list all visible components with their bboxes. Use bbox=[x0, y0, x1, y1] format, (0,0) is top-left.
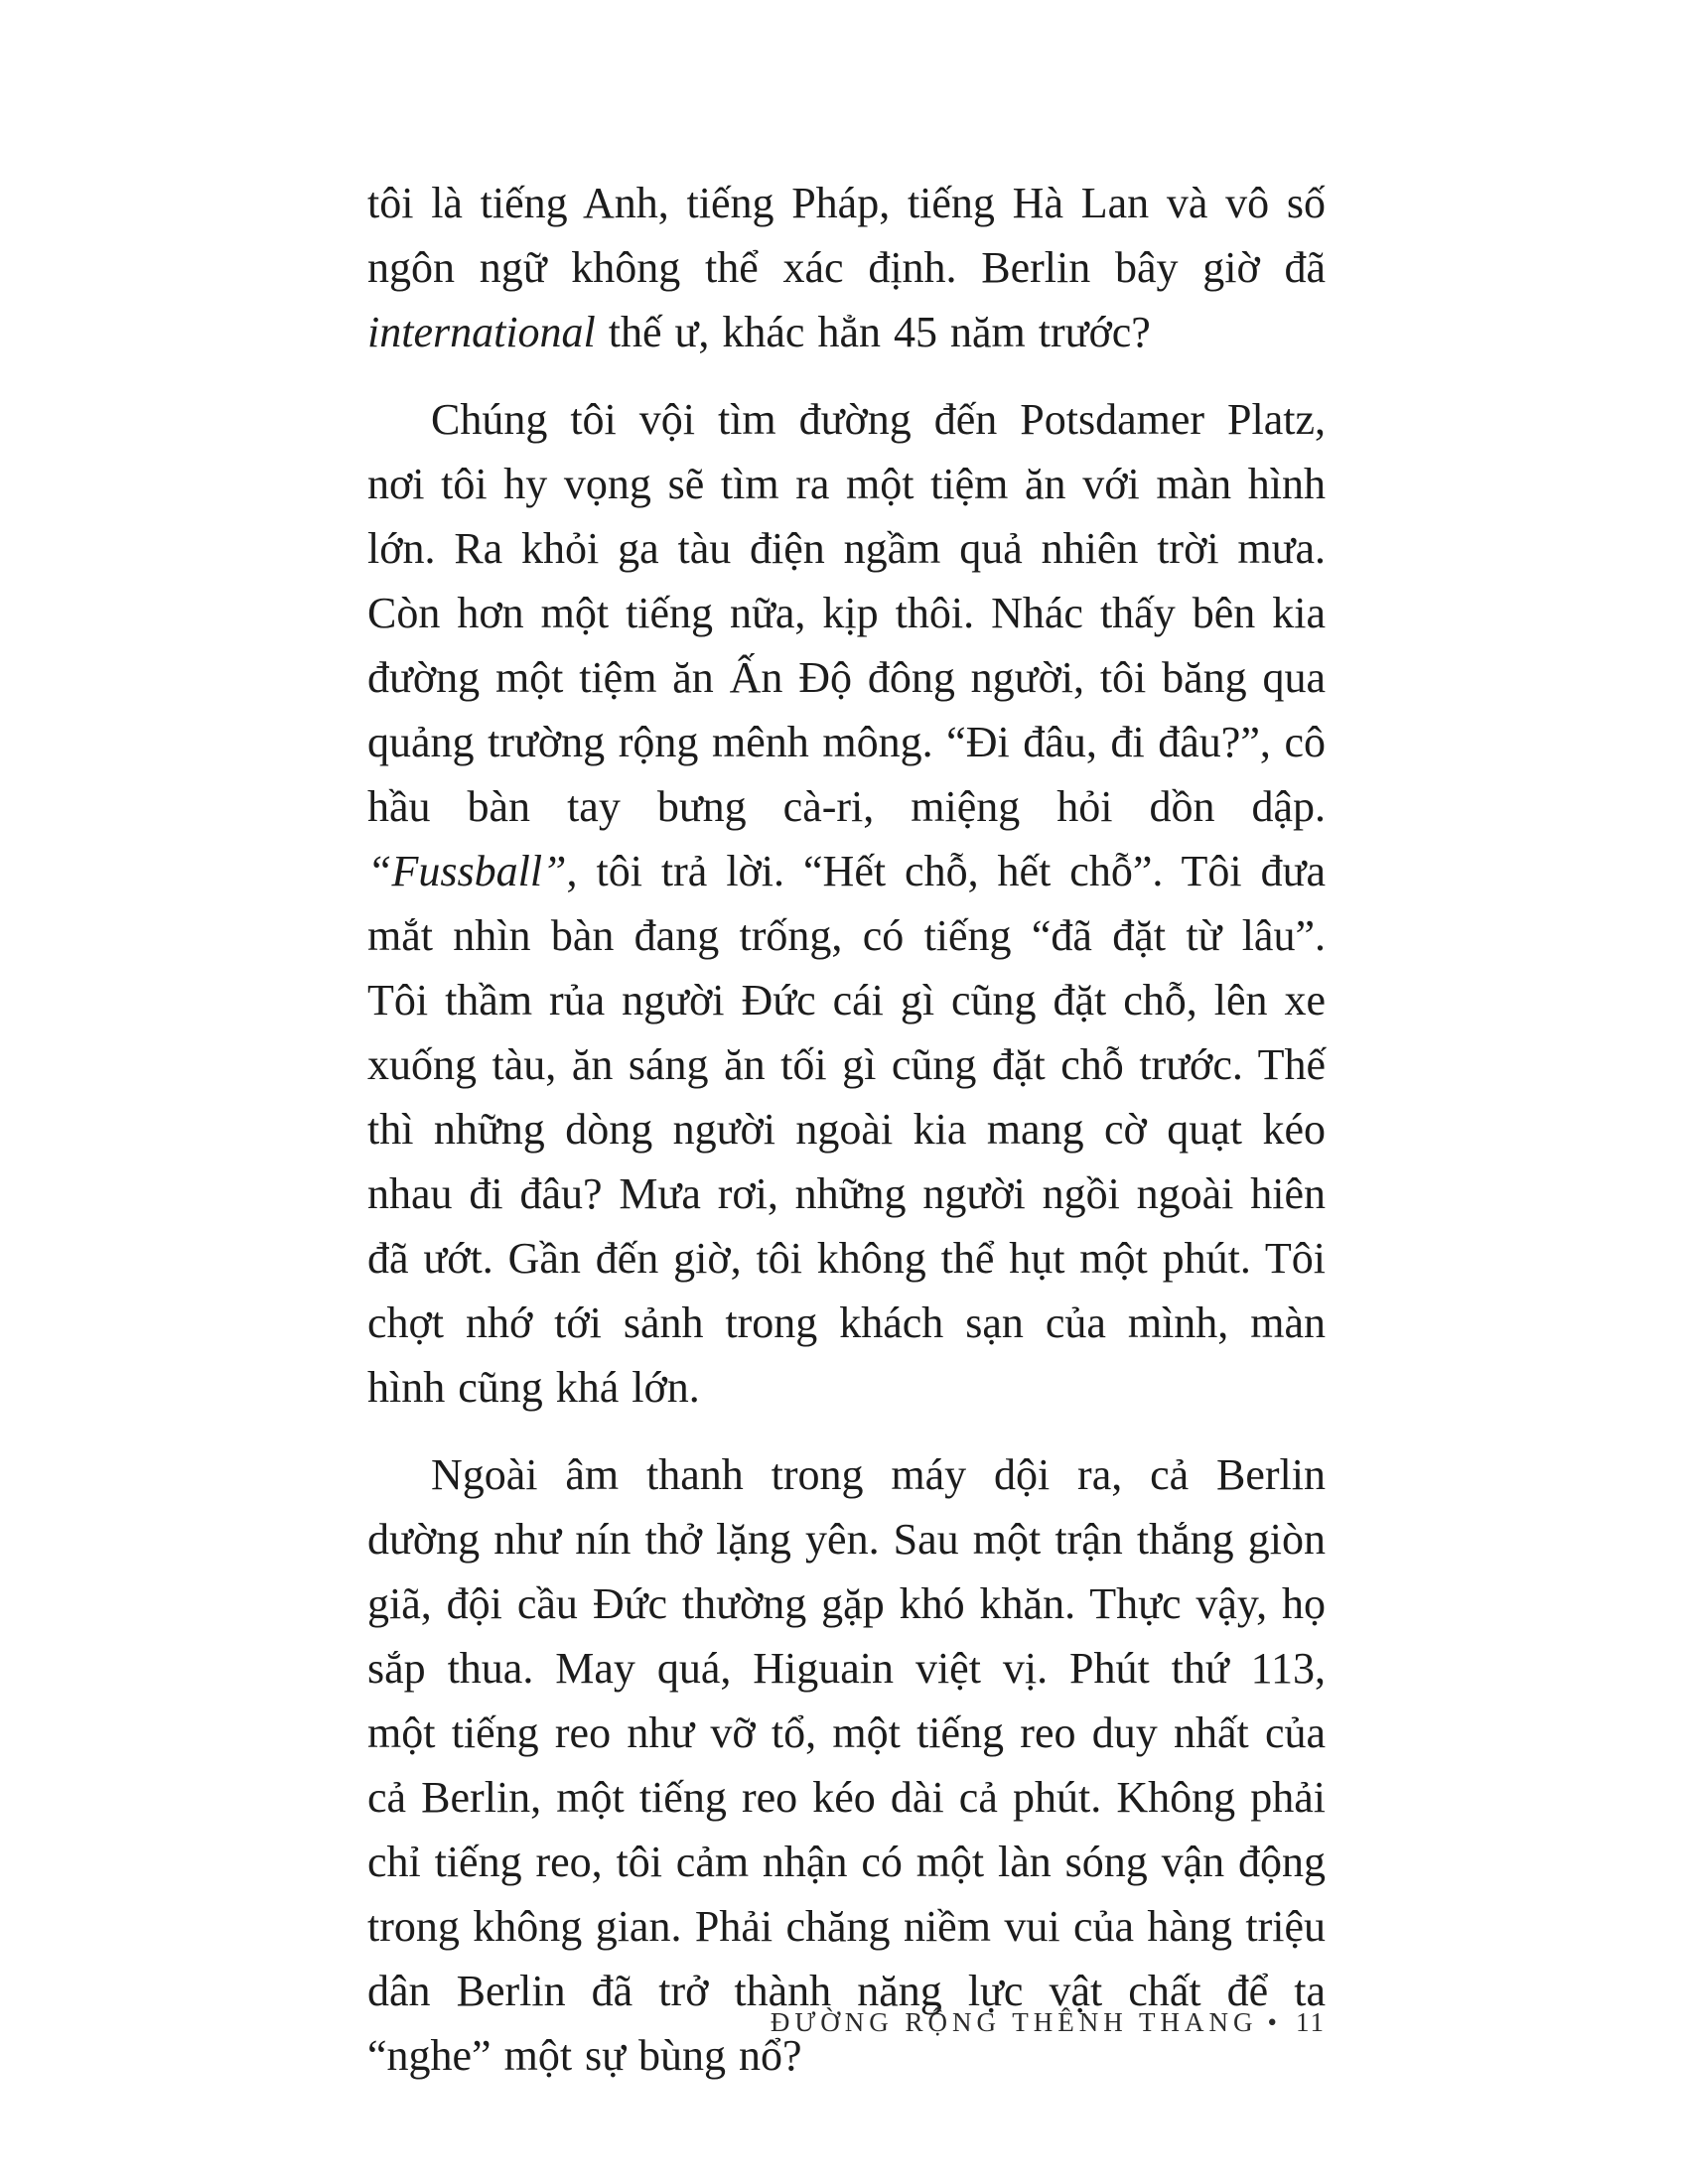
paragraph-2-text: Chúng tôi vội tìm đường đến Potsdamer Platz, nơi tôi hy vọng sẽ tìm ra một tiệm ăn với màn hình lớn. Ra khỏi ga tàu điện ngầm quả nhiên trời mưa. Còn hơn một tiếng nữa, kịp thôi. Nhác thấy bên kia đường một tiệm ăn Ấn Độ đông người, tôi băng qua quảng trường rộng mênh mông. “Đi đâu, đi đâu?”, cô hầu bàn tay bưng cà-ri, miệng hỏi dồn dập. bbox=[367, 395, 1326, 831]
body-text-column bbox=[367, 171, 1326, 2111]
paragraph-2-italic-word: “Fussball” bbox=[367, 847, 567, 895]
paragraph-2 bbox=[367, 387, 1326, 1420]
paragraph-1 bbox=[367, 171, 1326, 364]
running-footer-title: ĐƯỜNG RỘNG THÊNH THANG bbox=[770, 2007, 1258, 2037]
paragraph-1-italic-word: international bbox=[367, 308, 596, 356]
paragraph-3 bbox=[367, 1442, 1326, 2088]
paragraph-1-text: tôi là tiếng Anh, tiếng Pháp, tiếng Hà Lan và vô số ngôn ngữ không thể xác định. Berlin bây giờ đã bbox=[367, 179, 1326, 292]
paragraph-2-text-end: , tôi trả lời. “Hết chỗ, hết chỗ”. Tôi đưa mắt nhìn bàn đang trống, có tiếng “đã đặt từ lâu”. Tôi thầm rủa người Đức cái gì cũng đặt chỗ, lên xe xuống tàu, ăn sáng ăn tối gì cũng đặt chỗ trước. Thế thì những dòng người ngoài kia mang cờ quạt kéo nhau đi đâu? Mưa rơi, những người ngồi ngoài hiên đã ướt. Gần đến giờ, tôi không thể hụt một phút. Tôi chợt nhớ tới sảnh trong khách sạn của mình, màn hình cũng khá lớn. bbox=[367, 847, 1326, 1412]
page-number: 11 bbox=[1296, 2007, 1326, 2037]
paragraph-1-text-end: thế ư, khác hẳn 45 năm trước? bbox=[595, 308, 1151, 356]
paragraph-3-text: Ngoài âm thanh trong máy dội ra, cả Berlin dường như nín thở lặng yên. Sau một trận thắng giòn giã, đội cầu Đức thường gặp khó khăn. Thực vậy, họ sắp thua. May quá, Higuain việt vị. Phút thứ 113, một tiếng reo như vỡ tổ, một tiếng reo duy nhất của cả Berlin, một tiếng reo kéo dài cả phút. Không phải chỉ tiếng reo, tôi cảm nhận có một làn sóng vận động trong không gian. Phải chăng niềm vui của hàng triệu dân Berlin đã trở thành năng lực vật chất để ta “nghe” một sự bùng nổ? bbox=[367, 1450, 1326, 2080]
footer-separator-dot: • bbox=[1267, 2007, 1282, 2037]
page-footer bbox=[771, 2007, 1326, 2038]
